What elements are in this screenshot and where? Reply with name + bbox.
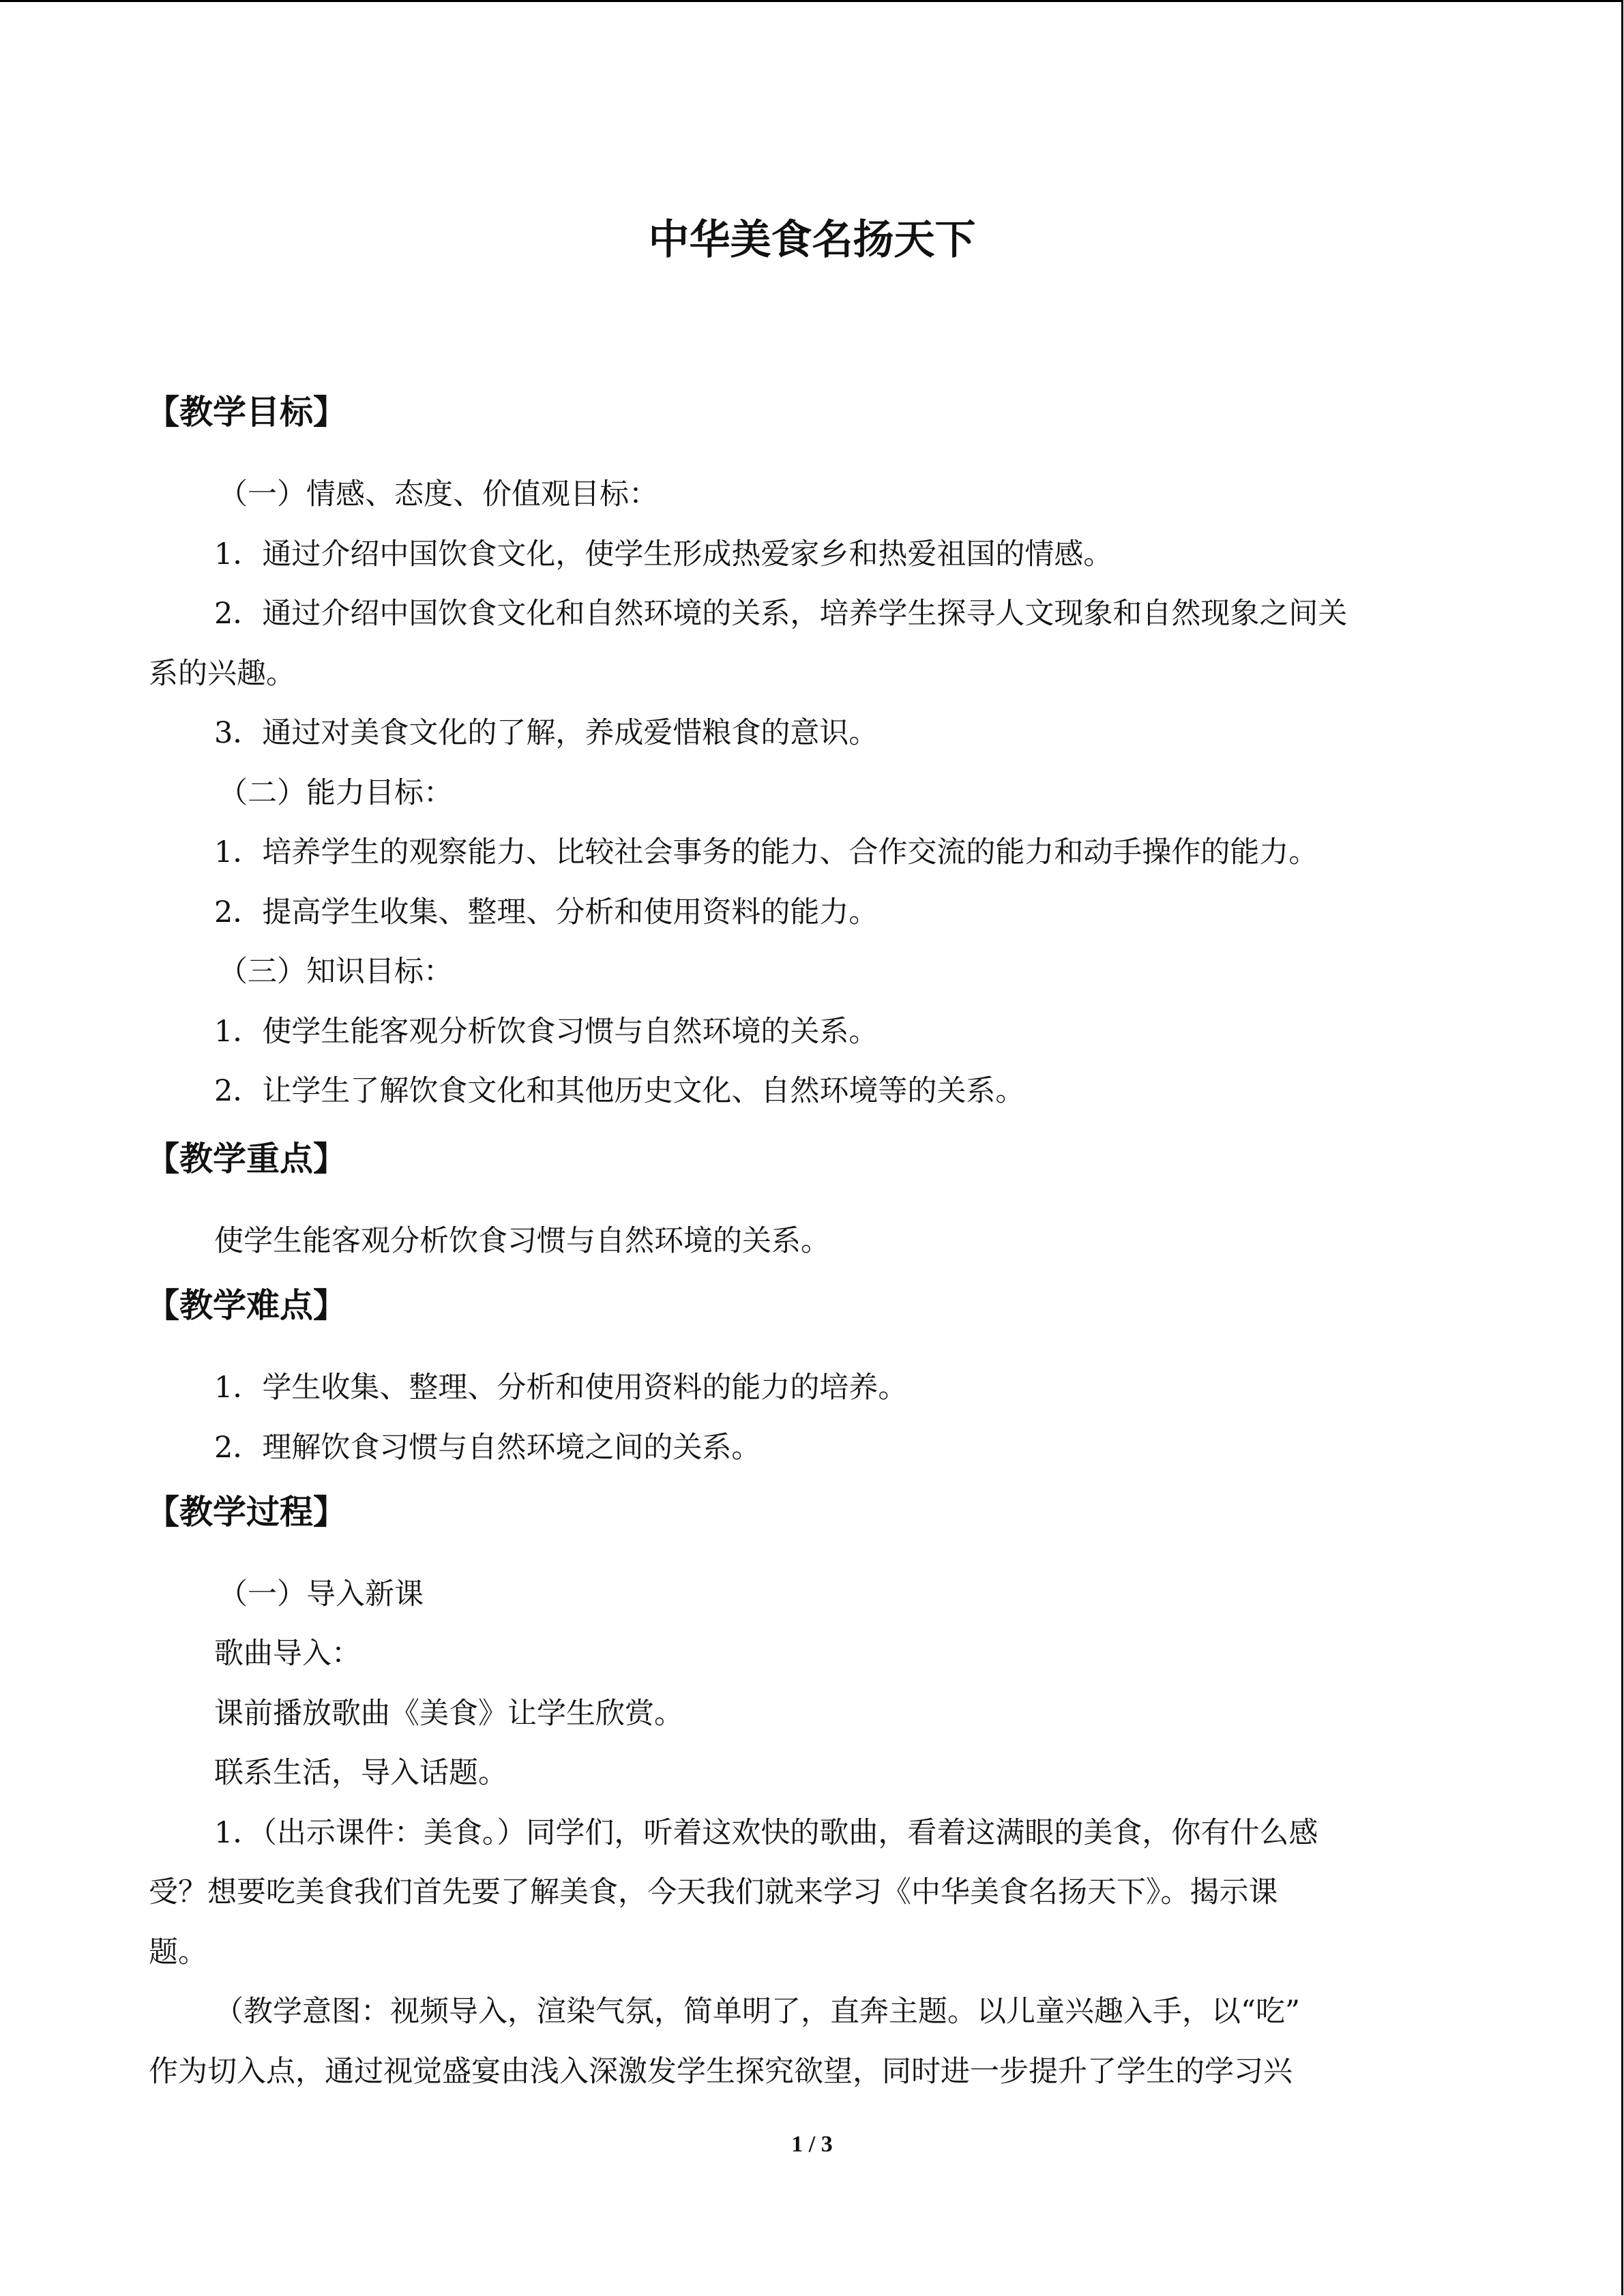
process-item-1-line2: 受？想要吃美食我们首先要了解美食，今天我们就来学习《中华美食名扬天下》。揭示课 xyxy=(149,1875,1278,1909)
process-item-1-line3: 题。 xyxy=(149,1935,207,1969)
ability-objective-label: （二）能力目标： xyxy=(218,776,453,810)
teaching-intent-line2: 作为切入点，通过视觉盛宴由浅入深激发学生探究欲望，同时进一步提升了学生的学习兴 xyxy=(149,2055,1293,2089)
process-item-1-line1: 1．（出示课件：美食。）同学们，听着这欢快的歌曲，看着这满眼的美食，你有什么感 xyxy=(214,1816,1318,1850)
teaching-intent-line1: （教学意图：视频导入，渲染气氛，简单明了，直奔主题。以儿童兴趣入手，以“吃” xyxy=(214,1995,1300,2029)
document-title: 中华美食名扬天下 xyxy=(648,216,976,264)
process-step-label: （一）导入新课 xyxy=(218,1577,424,1611)
page-indicator: 1 / 3 xyxy=(791,2132,833,2157)
key-point-text: 使学生能客观分析饮食习惯与自然环境的关系。 xyxy=(214,1224,830,1258)
emotion-objective-2-line2: 系的兴趣。 xyxy=(149,657,295,691)
knowledge-objective-2: 2．让学生了解饮食文化和其他历史文化、自然环境等的关系。 xyxy=(214,1074,1025,1108)
emotion-objective-label: （一）情感、态度、价值观目标： xyxy=(218,477,658,511)
knowledge-objective-1: 1．使学生能客观分析饮食习惯与自然环境的关系。 xyxy=(214,1015,879,1049)
heading-process: 【教学过程】 xyxy=(146,1493,347,1532)
heading-objectives: 【教学目标】 xyxy=(146,393,347,432)
ability-objective-2: 2．提高学生收集、整理、分析和使用资料的能力。 xyxy=(214,895,879,929)
song-intro: 歌曲导入： xyxy=(214,1637,361,1671)
difficulty-1: 1．学生收集、整理、分析和使用资料的能力的培养。 xyxy=(214,1371,908,1405)
song-text: 课前播放歌曲《美食》让学生欣赏。 xyxy=(214,1697,683,1731)
heading-difficulties: 【教学难点】 xyxy=(146,1286,347,1325)
knowledge-objective-label: （三）知识目标： xyxy=(218,955,453,989)
emotion-objective-1: 1．通过介绍中国饮食文化，使学生形成热爱家乡和热爱祖国的情感。 xyxy=(214,537,1113,571)
ability-objective-1: 1．培养学生的观察能力、比较社会事务的能力、合作交流的能力和动手操作的能力。 xyxy=(214,835,1318,869)
emotion-objective-2-line1: 2．通过介绍中国饮食文化和自然环境的关系，培养学生探寻人文现象和自然现象之间关 xyxy=(214,597,1348,631)
emotion-objective-3: 3．通过对美食文化的了解，养成爱惜粮食的意识。 xyxy=(214,716,879,750)
heading-key-points: 【教学重点】 xyxy=(146,1139,347,1178)
link-life: 联系生活，导入话题。 xyxy=(214,1756,507,1790)
difficulty-2: 2．理解饮食习惯与自然环境之间的关系。 xyxy=(214,1431,761,1465)
